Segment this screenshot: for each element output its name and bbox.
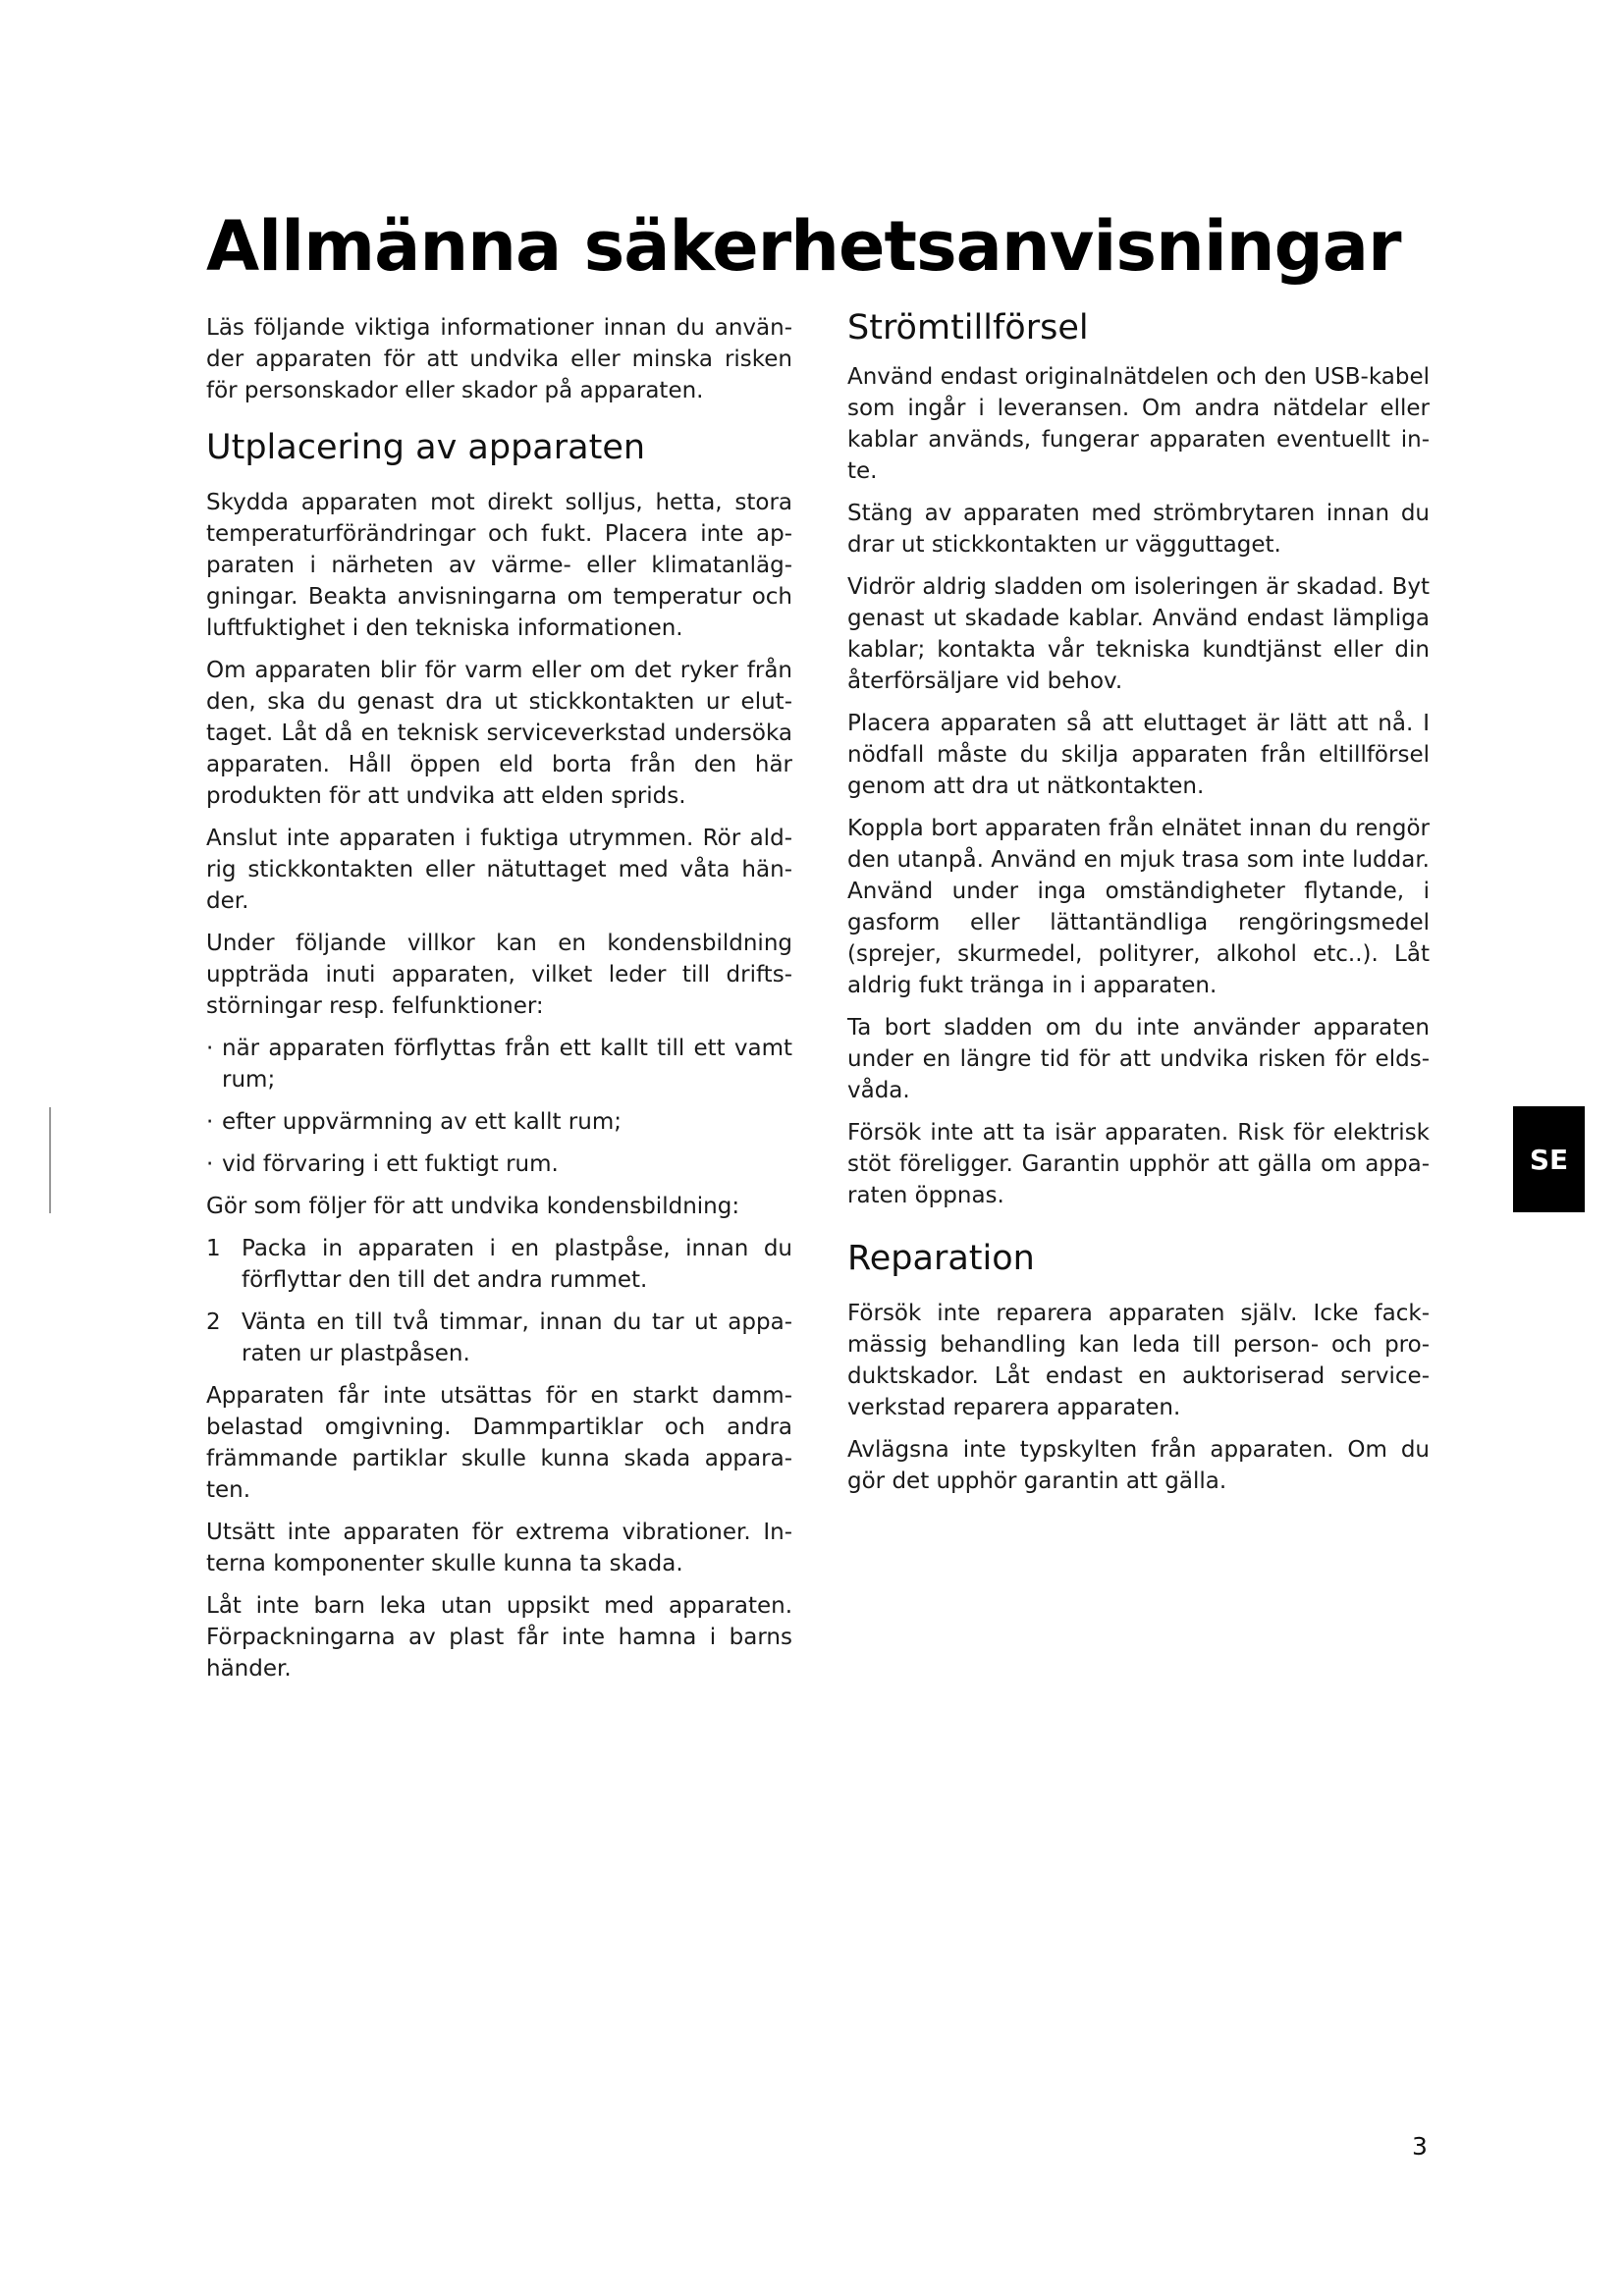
list-item: [206, 1033, 792, 1095]
right-column: [847, 308, 1430, 1508]
condensation-conditions-list: [206, 1033, 792, 1180]
language-tab: SE: [1513, 1106, 1585, 1212]
repair-heading: Reparation: [847, 1239, 1035, 1278]
step-number: 1: [206, 1236, 221, 1261]
placement-paragraph: Om apparaten blir för varm eller om det ryker från den, ska du genast dra ut stickkontakten ur eluttaget. Låt då en teknisk serviceverkstad undersöka apparaten. Håll öppen eld borta från den här produkten för att undvika att elden sprids.: [206, 658, 792, 809]
power-paragraph: Vidrör aldrig sladden om isoleringen är skadad. Byt genast ut skadade kablar. Använd endast lämpliga kablar; kontakta vår tekniska kundtjänst eller din återförsäljare vid behov.: [847, 574, 1430, 694]
page-title: Allmänna säkerhetsanvisningar: [206, 206, 1401, 287]
repair-paragraph: Avlägsna inte typskylten från apparaten. Om du gör det upphör garantin att gälla.: [847, 1437, 1430, 1494]
list-item: [206, 1307, 792, 1369]
power-paragraph: Använd endast originalnätdelen och den USB-kabel som ingår i leveransen. Om andra nätdelar eller kablar används, fungerar apparaten eventuellt inte.: [847, 364, 1430, 484]
left-column: [206, 312, 792, 1695]
placement-paragraph: Under följande villkor kan en kondensbildning uppträda inuti apparaten, vilket leder till driftsstörningar resp. felfunktioner:: [206, 931, 792, 1019]
placement-paragraph: Skydda apparaten mot direkt solljus, hetta, stora temperaturförändringar och fukt. Placera inte apparaten i närheten av värme- eller klimatanläggningar. Beakta anvisningarna om temperatur och luftfuktighet i den tekniska informationen.: [206, 490, 792, 641]
list-item-text: efter uppvärmning av ett kallt rum;: [222, 1109, 622, 1135]
page-number: 3: [1412, 2132, 1428, 2161]
placement-heading: Utplacering av apparaten: [206, 428, 646, 467]
condensation-steps-list: [206, 1233, 792, 1369]
power-paragraph: Koppla bort apparaten från elnätet innan du rengör den utanpå. Använd en mjuk trasa som inte luddar. Använd under inga omständigheter flytande, i gasform eller lättantändliga rengöringsmedel (sprejer, skurmedel, polityrer, alkohol etc..). Låt aldrig fukt tränga in i apparaten.: [847, 816, 1430, 998]
power-supply-heading: Strömtillförsel: [847, 308, 1089, 347]
power-paragraph: Ta bort sladden om du inte använder apparaten under en längre tid för att undvika risken för eldsvåda.: [847, 1015, 1430, 1103]
placement-paragraph: Utsätt inte apparaten för extrema vibrationer. Interna komponenter skulle kunna ta skada.: [206, 1520, 792, 1576]
list-item-text: vid förvaring i ett fuktigt rum.: [222, 1151, 559, 1177]
list-item: [206, 1148, 792, 1180]
power-paragraph: Placera apparaten så att eluttaget är lätt att nå. I nödfall måste du skilja apparaten från eltillförsel genom att dra ut nätkontakten.: [847, 711, 1430, 799]
bullet-mark: ·: [206, 1109, 214, 1135]
list-item: [206, 1106, 792, 1138]
step-number: 2: [206, 1309, 221, 1335]
placement-paragraph: Anslut inte apparaten i fuktiga utrymmen. Rör aldrig stickkontakten eller nätuttaget med våta händer.: [206, 826, 792, 914]
placement-paragraph: Gör som följer för att undvika kondensbildning:: [206, 1194, 740, 1219]
power-paragraph: Stäng av apparaten med strömbrytaren innan du drar ut stickkontakten ur vägguttaget.: [847, 501, 1430, 558]
repair-paragraph: Försök inte reparera apparaten själv. Icke fackmässig behandling kan leda till person- och produktskador. Låt endast en auktoriserad serviceverkstad reparera apparaten.: [847, 1301, 1430, 1420]
list-item-text: när apparaten förflyttas från ett kallt till ett vamt rum;: [222, 1036, 792, 1093]
margin-divider: [49, 1107, 51, 1213]
step-text: Vänta en till två timmar, innan du tar ut apparaten ur plastpåsen.: [242, 1309, 792, 1366]
list-item: [206, 1233, 792, 1296]
bullet-mark: ·: [206, 1151, 214, 1177]
power-paragraph: Försök inte att ta isär apparaten. Risk för elektrisk stöt föreligger. Garantin upphör att gälla om apparaten öppnas.: [847, 1120, 1430, 1208]
placement-paragraph: Låt inte barn leka utan uppsikt med apparaten. Förpackningarna av plast får inte hamna i barns händer.: [206, 1593, 792, 1682]
placement-paragraph: Apparaten får inte utsättas för en starkt dammbelastad omgivning. Dammpartiklar och andra främmande partiklar skulle kunna skada apparaten.: [206, 1383, 792, 1503]
bullet-mark: ·: [206, 1036, 214, 1061]
intro-paragraph: Läs följande viktiga informationer innan du använder apparaten för att undvika eller minska risken för personskador eller skador på apparaten.: [206, 315, 792, 403]
step-text: Packa in apparaten i en plastpåse, innan du förflyttar den till det andra rummet.: [242, 1236, 792, 1293]
